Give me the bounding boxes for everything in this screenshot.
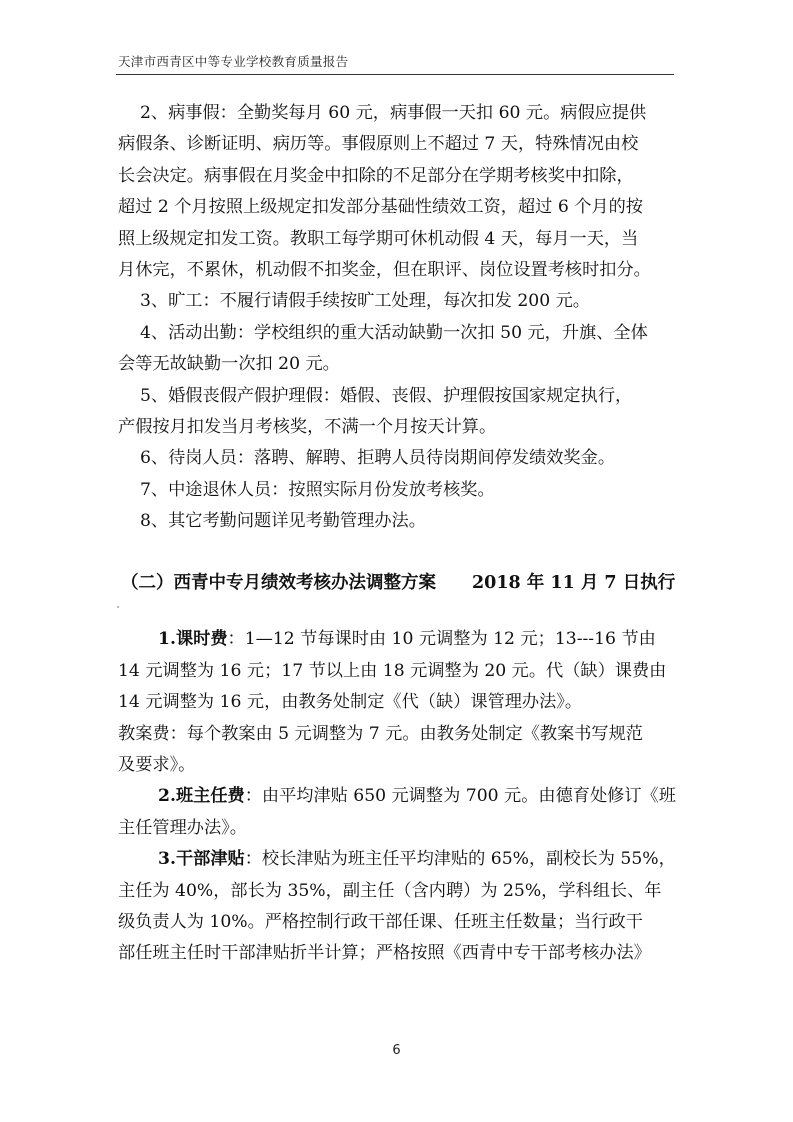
item1-line3: 14 元调整为 16 元，由教务处制定《代（缺）课管理办法》。 [118, 692, 583, 713]
paragraph-line: 产假按月扣发当月考核奖，不满一个月按天计算。 [118, 416, 497, 437]
scan-mark [117, 606, 119, 608]
paragraph-line: 病假条、诊断证明、病历等。事假原则上不超过 7 天，特殊情况由校 [118, 134, 639, 155]
paragraph-line: 照上级规定扣发工资。教职工每学期可休机动假 4 天，每月一天，当 [118, 228, 639, 249]
section-heading-date: 2018 年 11 月 7 日执行 [472, 573, 676, 594]
item1-text: ：1—12 节每课时由 10 元调整为 12 元；13---16 节由 [227, 629, 656, 650]
running-header: 天津市西青区中等专业学校教育质量报告 [118, 54, 349, 69]
paragraph-line: 超过 2 个月按照上级规定扣发部分基础性绩效工资，超过 6 个月的按 [118, 197, 643, 218]
paragraph-line: 长会决定。病事假在月奖金中扣除的不足部分在学期考核奖中扣除， [118, 165, 634, 186]
paragraph-line: 会等无故缺勤一次扣 20 元。 [118, 354, 340, 375]
item2-text: ：由平均津贴 650 元调整为 700 元。由德育处修订《班 [244, 786, 676, 807]
item1-label: 1.课时费 [158, 629, 228, 650]
paragraph-line: 5、婚假丧假产假护理假：婚假、丧假、护理假按国家规定执行， [140, 385, 633, 406]
paragraph-line: 4、活动出勤：学校组织的重大活动缺勤一次扣 50 元，升旗、全体 [140, 322, 648, 343]
item2-line2: 主任管理办法》。 [118, 817, 247, 838]
section-heading-title: （二）西青中专月绩效考核办法调整方案 [121, 573, 436, 594]
item1-line5: 及要求》。 [118, 755, 196, 776]
paragraph-line: 6、待岗人员：落聘、解聘、拒聘人员待岗期间停发绩效奖金。 [140, 448, 616, 469]
item3-text: ：校长津贴为班主任平均津贴的 65%，副校长为 55%， [244, 849, 676, 870]
header-rule [116, 74, 674, 75]
item1-line1 [118, 624, 678, 655]
paragraph-line: 7、中途退休人员：按照实际月份发放考核奖。 [140, 479, 495, 500]
item3-label: 3.干部津贴 [158, 849, 245, 870]
item3-line4: 部任班主任时干部津贴折半计算；严格按照《西青中专干部考核办法》 [118, 943, 651, 964]
item2-line1 [118, 781, 678, 812]
item3-line2: 主任为 40%，部长为 35%，副主任（含内聘）为 25%，学科组长、年 [118, 880, 662, 901]
item3-line1 [118, 844, 678, 875]
page-number: 6 [392, 1043, 401, 1058]
paragraph-line: 2、病事假：全勤奖每月 60 元，病事假一天扣 60 元。病假应提供 [140, 103, 647, 123]
paragraph-line: 8、其它考勤问题详见考勤管理办法。 [140, 511, 426, 532]
body-text [118, 98, 678, 970]
paragraph-line: 月休完，不累休，机动假不扣奖金，但在职评、岗位设置考核时扣分。 [118, 259, 651, 280]
item2-label: 2.班主任费 [158, 786, 245, 807]
paragraph-line: 3、旷工：不履行请假手续按旷工处理，每次扣发 200 元。 [140, 291, 590, 312]
item1-line2: 14 元调整为 16 元；17 节以上由 18 元调整为 20 元。代（缺）课费由 [118, 660, 667, 681]
item3-line3: 级负责人为 10%。严格控制行政干部任课、任班主任数量；当行政干 [118, 911, 643, 932]
section-heading [118, 566, 678, 600]
item1-line4: 教案费：每个教案由 5 元调整为 7 元。由教务处制定《教案书写规范 [118, 723, 643, 744]
